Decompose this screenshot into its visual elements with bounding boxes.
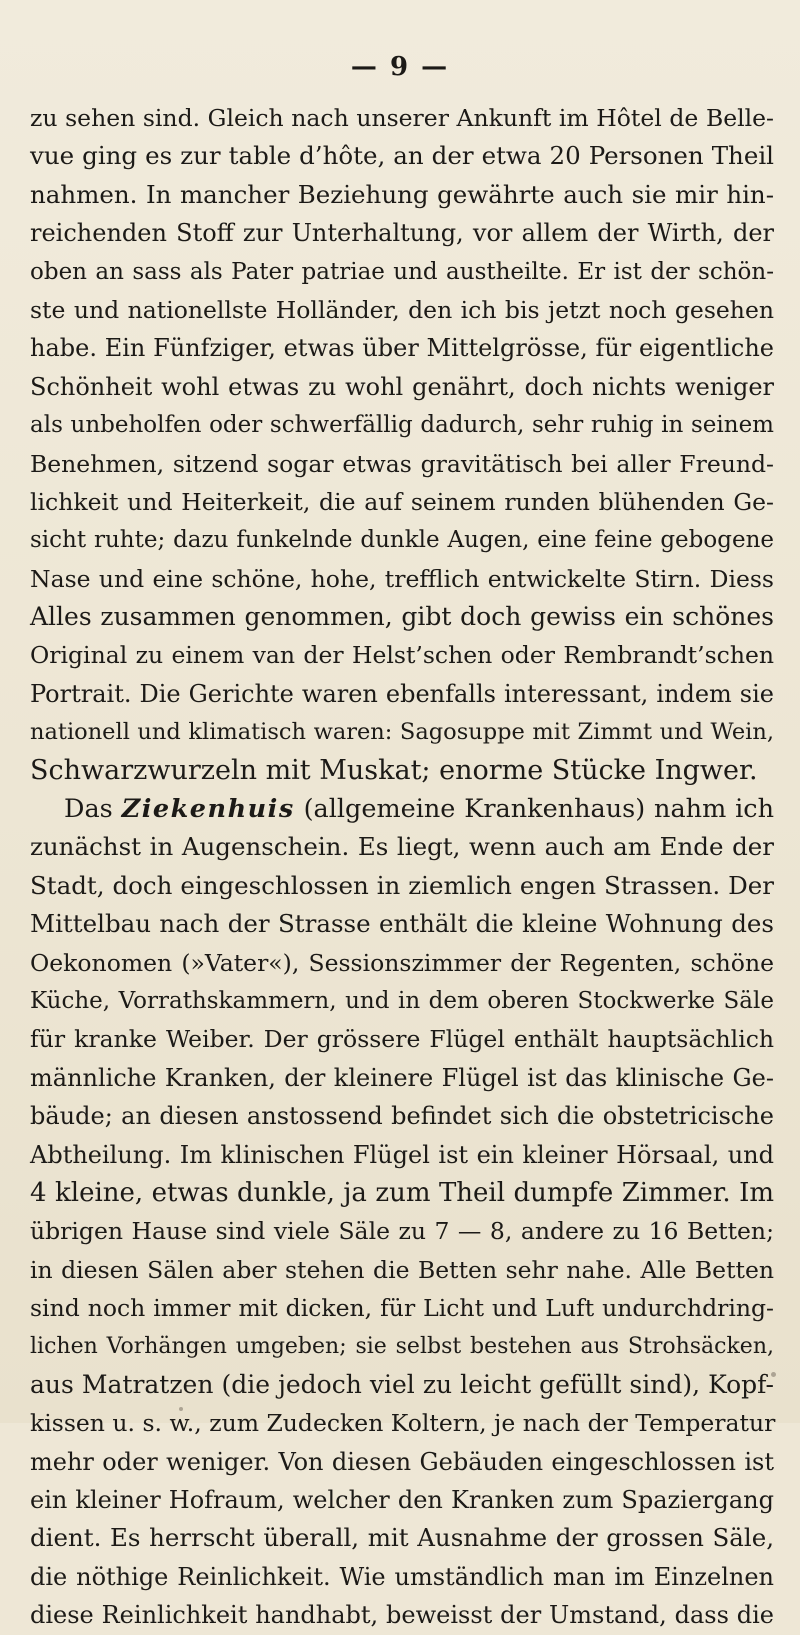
text-line: 4 kleine, etwas dunkle, ja zum Theil dumpfe Zimmer. Im [30, 1177, 774, 1208]
text-line: bäude; an diesen anstossend befindet sich die obstetricische [30, 1102, 774, 1131]
text-line: vue ging es zur table d’hôte, an der etwa 20 Personen Theil [30, 141, 774, 171]
text-line: aus Matratzen (die jedoch viel zu leicht gefüllt sind), Kopf- [30, 1369, 774, 1399]
text-line: die nöthige Reinlichkeit. Wie umständlich man im Einzelnen [30, 1562, 774, 1591]
text-line: sicht ruhte; dazu funkelnde dunkle Augen, eine feine gebogene [30, 527, 774, 554]
text-line: nahmen. In mancher Beziehung gewährte auch sie mir hin- [30, 179, 774, 209]
text-line: Küche, Vorrathskammern, und in dem oberen Stockwerke Säle [30, 987, 774, 1014]
text-line: Abtheilung. Im klinischen Flügel ist ein kleiner Hörsaal, und [30, 1140, 774, 1169]
text-line: Schönheit wohl etwas zu wohl genährt, doch nichts weniger [30, 372, 774, 401]
text-line: übrigen Hause sind viele Säle zu 7 — 8, andere zu 16 Betten; [30, 1217, 774, 1246]
text-line: zu sehen sind. Gleich nach unserer Ankunft im Hôtel de Belle- [30, 104, 774, 132]
para-suffix: (allgemeine Krankenhaus) nahm ich [303, 794, 775, 825]
page-number: — 9 — [350, 52, 450, 82]
text-line: reichenden Stoff zur Unterhaltung, vor allem der Wirth, der [30, 219, 774, 248]
text-line: diese Reinlichkeit handhabt, beweisst der Umstand, dass die [30, 1601, 774, 1630]
text-line: oben an sass als Pater patriae und austheilte. Er ist der schön- [30, 258, 774, 285]
text-line: kissen u. s. w., zum Zudecken Koltern, je nach der Temperatur [30, 1409, 776, 1438]
text-line: als unbeholfen oder schwerfällig dadurch, sehr ruhig in seinem [30, 412, 774, 439]
text-line: in diesen Sälen aber stehen die Betten sehr nahe. Alle Betten [30, 1255, 774, 1284]
text-line: Stadt, doch eingeschlossen in ziemlich engen Strassen. Der [30, 870, 774, 900]
text-line: Alles zusammen genommen, gibt doch gewiss ein schönes [30, 602, 774, 632]
text-line: zunächst in Augenschein. Es liegt, wenn auch am Ende der [30, 832, 774, 862]
text-line: männliche Kranken, der kleinere Flügel ist das klinische Ge- [30, 1063, 774, 1092]
paper-speck [179, 1407, 183, 1411]
paragraph-start-line [30, 790, 774, 828]
text-line: Mittelbau nach der Strasse enthält die kleine Wohnung des [30, 909, 774, 939]
text-line: Oekonomen (»Vater«), Sessionszimmer der Regenten, schöne [30, 948, 774, 977]
text-line: Schwarzwurzeln mit Muskat; enorme Stücke Ingwer. [30, 754, 758, 786]
term-ziekenhuis: Ziekenhuis [121, 794, 295, 825]
text-line: ein kleiner Hofraum, welcher den Kranken zum Spaziergang [30, 1486, 774, 1515]
text-line: mehr oder weniger. Von diesen Gebäuden eingeschlossen ist [30, 1447, 774, 1476]
text-line: Benehmen, sitzend sogar etwas gravitätisch bei aller Freund- [30, 449, 774, 478]
text-line: für kranke Weiber. Der grössere Flügel enthält hauptsächlich [30, 1025, 774, 1054]
text-line: lichkeit und Heiterkeit, die auf seinem runden blühenden Ge- [30, 487, 774, 516]
text-line: Portrait. Die Gerichte waren ebenfalls interessant, indem sie [30, 679, 774, 708]
text-line: ste und nationellste Holländer, den ich bis jetzt noch gesehen [30, 295, 774, 324]
text-line: lichen Vorhängen umgeben; sie selbst bestehen aus Strohsäcken, [30, 1333, 774, 1359]
text-line: habe. Ein Fünfziger, etwas über Mittelgrösse, für eigentliche [30, 334, 774, 363]
text-line: Original zu einem van der Helst’schen oder Rembrandt’schen [30, 641, 774, 670]
paper-speck [771, 1372, 776, 1377]
text-line: sind noch immer mit dicken, für Licht und Luft undurchdring- [30, 1294, 774, 1323]
text-line: nationell und klimatisch waren: Sagosuppe mit Zimmt und Wein, [30, 719, 774, 746]
text-line: dient. Es herrscht überall, mit Ausnahme der grossen Säle, [30, 1523, 774, 1553]
para-prefix: Das [64, 794, 113, 825]
text-line: Nase und eine schöne, hohe, trefflich entwickelte Stirn. Diess [30, 564, 774, 593]
body-text [30, 99, 774, 1635]
